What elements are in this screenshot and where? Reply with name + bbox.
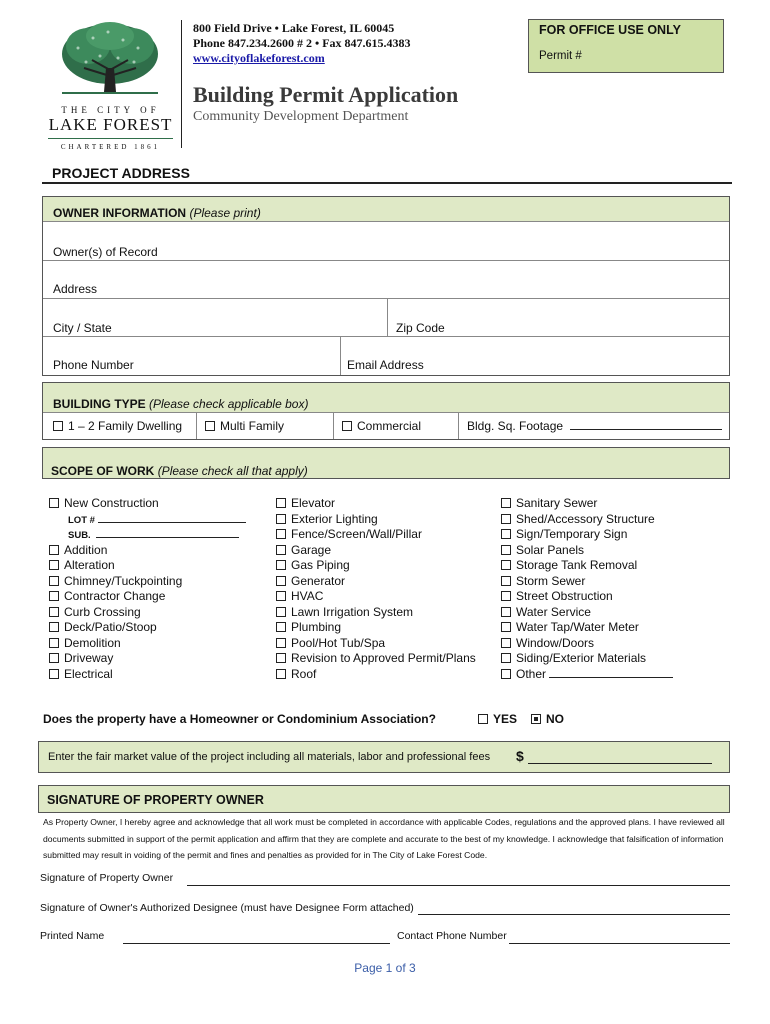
- scope-item-label: Sign/Temporary Sign: [516, 527, 628, 541]
- phone-label: Phone Number: [53, 358, 134, 372]
- email-label: Email Address: [347, 358, 424, 372]
- email-field[interactable]: [341, 336, 729, 375]
- project-address-line[interactable]: [42, 182, 732, 184]
- checkbox-icon[interactable]: [276, 529, 286, 539]
- contact-phone-line[interactable]: [509, 930, 730, 944]
- scope-item[interactable]: [276, 558, 501, 574]
- permit-number-label: Permit #: [539, 50, 582, 62]
- city-state-field[interactable]: [43, 298, 388, 337]
- scope-item[interactable]: [49, 620, 259, 636]
- building-type-option-3[interactable]: [334, 413, 459, 439]
- scope-item[interactable]: [276, 667, 501, 683]
- scope-item-label: Roof: [291, 666, 317, 681]
- checkbox-icon[interactable]: [276, 498, 286, 508]
- checkbox-icon[interactable]: [276, 638, 286, 648]
- scope-item[interactable]: [276, 512, 501, 528]
- phone-field[interactable]: [43, 336, 341, 375]
- currency-symbol: $: [516, 748, 524, 764]
- sq-footage-label: Bldg. Sq. Footage: [467, 419, 564, 433]
- checkbox-icon[interactable]: [501, 498, 511, 508]
- checkbox-icon[interactable]: [501, 545, 511, 555]
- address-field[interactable]: [43, 260, 729, 299]
- scope-item[interactable]: [501, 527, 726, 543]
- scope-heading-text: SCOPE OF WORK: [51, 464, 155, 478]
- checkbox-icon[interactable]: [276, 514, 286, 524]
- office-use-title: FOR OFFICE USE ONLY: [539, 23, 681, 37]
- designee-signature-line[interactable]: [418, 902, 730, 915]
- owner-heading-text: OWNER INFORMATION: [53, 206, 187, 220]
- scope-item[interactable]: [49, 496, 259, 512]
- scope-column-1: [49, 496, 259, 682]
- scope-item-label: Water Service: [516, 604, 591, 619]
- scope-heading: [42, 447, 730, 479]
- scope-item[interactable]: [501, 605, 726, 621]
- market-value-label: Enter the fair market value of the project including all materials, labor and professional fees: [48, 751, 491, 763]
- scope-item-label: HVAC: [291, 589, 324, 603]
- page-number: Page 1 of 3: [354, 961, 416, 975]
- scope-item[interactable]: [49, 558, 259, 574]
- lot-line[interactable]: [98, 512, 246, 523]
- scope-item-label: Driveway: [64, 651, 114, 665]
- sq-footage-field[interactable]: [459, 413, 729, 439]
- signature-statement: As Property Owner, I hereby agree and acknowledge that all work must be completed in accordance with applicable Codes, regulations and the approved plans. I have reviewed all documents submitted in support of the permit application and affirm that they are complete and accurate to the best of my knowledge. I acknowledge that falsification of information submitted may result in voiding of the permit and fines and penalties as provided for in The City of Lake Forest Code.: [43, 817, 725, 860]
- scope-item[interactable]: [276, 543, 501, 559]
- printed-name-field[interactable]: [40, 930, 390, 946]
- owner-info-heading: [43, 197, 729, 222]
- checkbox-icon[interactable]: [49, 591, 59, 601]
- signature-heading: [38, 785, 730, 813]
- city-state-label: City / State: [53, 321, 112, 335]
- option-label: 1 – 2 Family Dwelling: [68, 419, 183, 433]
- designee-signature-label: Signature of Owner's Authorized Designee (must have Designee Form attached): [40, 902, 414, 914]
- scope-item[interactable]: [49, 574, 259, 590]
- scope-item-label: Revision to Approved Permit/Plans: [291, 651, 476, 665]
- designee-signature-field[interactable]: [40, 902, 730, 918]
- printed-name-line[interactable]: [123, 930, 390, 944]
- header-divider: [181, 20, 182, 148]
- scope-item[interactable]: [276, 527, 501, 543]
- owners-of-record-label: Owner(s) of Record: [53, 245, 158, 259]
- owner-signature-field[interactable]: [40, 872, 730, 888]
- checkbox-icon[interactable]: [49, 638, 59, 648]
- address-label: Address: [53, 282, 98, 296]
- option-label: Commercial: [357, 419, 422, 433]
- scope-item-label: Lawn Irrigation System: [291, 604, 414, 619]
- scope-item-label: Electrical: [64, 666, 113, 681]
- checkbox-icon[interactable]: [501, 638, 511, 648]
- building-type-heading-text: BUILDING TYPE: [53, 397, 146, 411]
- scope-item[interactable]: [49, 651, 259, 667]
- lot-label: LOT #: [68, 514, 95, 526]
- owner-signature-label: Signature of Property Owner: [40, 872, 174, 884]
- checkbox-icon[interactable]: [276, 607, 286, 617]
- other-line[interactable]: [549, 667, 673, 678]
- scope-item-label: Exterior Lighting: [291, 511, 378, 526]
- scope-item-label: Water Tap/Water Meter: [516, 620, 639, 634]
- checkbox-icon[interactable]: [49, 498, 59, 508]
- owners-of-record-field[interactable]: [43, 222, 729, 261]
- zip-label: Zip Code: [396, 321, 445, 335]
- scope-item-label: Fence/Screen/Wall/Pillar: [291, 527, 422, 541]
- address-line: 800 Field Drive • Lake Forest, IL 60045: [193, 21, 395, 35]
- scope-item-label: Solar Panels: [516, 542, 585, 557]
- department-name: Community Development Department: [193, 109, 409, 124]
- scope-item-label: Deck/Patio/Stoop: [64, 620, 157, 634]
- scope-item[interactable]: [276, 651, 501, 667]
- association-yes-option[interactable]: [478, 712, 517, 726]
- checkbox-icon[interactable]: [49, 545, 59, 555]
- scope-item-other[interactable]: [501, 667, 726, 683]
- sub-line[interactable]: [96, 527, 239, 538]
- scope-item-label: New Construction: [64, 496, 159, 510]
- scope-item-label: Sanitary Sewer: [516, 496, 598, 510]
- checkbox-icon[interactable]: [501, 669, 511, 679]
- scope-item-label: Window/Doors: [516, 635, 595, 650]
- scope-item-label: Storage Tank Removal: [516, 558, 638, 572]
- scope-item[interactable]: [276, 605, 501, 621]
- scope-item-label: Curb Crossing: [64, 604, 141, 619]
- checkbox-icon[interactable]: [501, 653, 511, 663]
- city-logo: [48, 18, 173, 150]
- building-type-option-2[interactable]: [197, 413, 334, 439]
- sub-field[interactable]: [49, 527, 259, 543]
- association-question: Does the property have a Homeowner or Condominium Association?: [43, 712, 436, 726]
- zip-field[interactable]: [388, 298, 729, 337]
- scope-item-label: Elevator: [291, 496, 336, 510]
- checkbox-icon[interactable]: [49, 607, 59, 617]
- checkbox-icon[interactable]: [501, 591, 511, 601]
- checkbox-icon[interactable]: [501, 529, 511, 539]
- yes-label: YES: [493, 712, 518, 726]
- scope-item[interactable]: [501, 620, 726, 636]
- building-type-heading-note: (Please check applicable box): [149, 397, 309, 411]
- checkbox-icon[interactable]: [49, 653, 59, 663]
- scope-item[interactable]: [501, 574, 726, 590]
- scope-item[interactable]: [501, 512, 726, 528]
- scope-item[interactable]: [276, 620, 501, 636]
- scope-item[interactable]: [501, 496, 726, 512]
- lot-field[interactable]: [49, 512, 259, 528]
- checkbox-icon[interactable]: [49, 576, 59, 586]
- checkbox-icon[interactable]: [276, 560, 286, 570]
- scope-item-label: Other: [516, 666, 547, 681]
- scope-item-label: Chimney/Tuckpointing: [64, 573, 183, 588]
- checkbox-icon[interactable]: [276, 669, 286, 679]
- logo-line1: THE CITY OF: [61, 105, 160, 115]
- association-no-option[interactable]: [531, 712, 564, 726]
- scope-item[interactable]: [49, 543, 259, 559]
- scope-item[interactable]: [501, 651, 726, 667]
- scope-item-label: Alteration: [64, 558, 115, 572]
- printed-name-label: Printed Name: [40, 930, 105, 942]
- logo-line3: CHARTERED 1861: [60, 143, 161, 151]
- phone-line: Phone 847.234.2600 # 2 • Fax 847.615.4383: [193, 36, 411, 50]
- scope-item-label: Gas Piping: [291, 558, 350, 572]
- logo-line2: LAKE FOREST: [48, 115, 173, 139]
- checkbox-icon[interactable]: [276, 653, 286, 663]
- scope-heading-note: (Please check all that apply): [157, 464, 308, 478]
- scope-column-3: [501, 496, 726, 682]
- owner-info-section: [42, 196, 730, 376]
- sq-footage-line[interactable]: [570, 419, 722, 430]
- scope-item-label: Addition: [64, 542, 108, 557]
- scope-item-label: Demolition: [64, 635, 121, 650]
- signature-heading-text: SIGNATURE OF PROPERTY OWNER: [47, 793, 264, 807]
- office-use-box: [528, 19, 724, 73]
- scope-item-label: Garage: [291, 542, 332, 557]
- market-value-section: [38, 741, 730, 773]
- project-address-label: PROJECT ADDRESS: [52, 165, 190, 181]
- owner-signature-line[interactable]: [187, 872, 730, 886]
- scope-column-2: [276, 496, 501, 682]
- checkbox-icon[interactable]: [276, 622, 286, 632]
- checkbox-icon[interactable]: [49, 622, 59, 632]
- scope-item[interactable]: [49, 605, 259, 621]
- checkbox-icon[interactable]: [501, 514, 511, 524]
- scope-item-label: Generator: [291, 573, 346, 588]
- scope-item[interactable]: [276, 496, 501, 512]
- tree-icon: [48, 18, 173, 98]
- scope-item[interactable]: [276, 574, 501, 590]
- checkbox-icon[interactable]: [276, 545, 286, 555]
- market-value-input-line[interactable]: [528, 751, 712, 764]
- scope-item[interactable]: [49, 589, 259, 605]
- scope-item[interactable]: [49, 667, 259, 683]
- page-title: Building Permit Application: [193, 82, 459, 107]
- checkbox-icon[interactable]: [53, 421, 63, 431]
- checkbox-icon[interactable]: [501, 607, 511, 617]
- building-type-section: [42, 382, 730, 440]
- contact-phone-field[interactable]: [397, 930, 730, 946]
- checkbox-icon[interactable]: [205, 421, 215, 431]
- scope-item-label: Storm Sewer: [516, 573, 586, 588]
- checkbox-icon[interactable]: [501, 560, 511, 570]
- checkbox-icon[interactable]: [501, 622, 511, 632]
- no-label: NO: [546, 712, 564, 726]
- checkbox-icon[interactable]: [49, 669, 59, 679]
- contact-phone-label: Contact Phone Number: [397, 930, 507, 942]
- checkbox-icon[interactable]: [49, 560, 59, 570]
- scope-item[interactable]: [501, 558, 726, 574]
- scope-item[interactable]: [276, 636, 501, 652]
- scope-item-label: Contractor Change: [64, 589, 166, 603]
- scope-item[interactable]: [501, 589, 726, 605]
- scope-item[interactable]: [49, 636, 259, 652]
- checkbox-icon[interactable]: [276, 591, 286, 601]
- scope-item[interactable]: [501, 636, 726, 652]
- checkbox-icon[interactable]: [501, 576, 511, 586]
- sub-label: SUB.: [68, 530, 91, 541]
- checkbox-icon[interactable]: [342, 421, 352, 431]
- building-type-heading: [43, 383, 729, 413]
- checked-checkbox-icon[interactable]: [531, 714, 541, 724]
- website-link[interactable]: www.cityoflakeforest.com: [193, 51, 325, 65]
- scope-item-label: Pool/Hot Tub/Spa: [291, 635, 386, 650]
- scope-item-label: Siding/Exterior Materials: [516, 651, 647, 665]
- option-label: Multi Family: [220, 419, 285, 433]
- checkbox-icon[interactable]: [478, 714, 488, 724]
- owner-heading-note: (Please print): [189, 206, 261, 220]
- checkbox-icon[interactable]: [276, 576, 286, 586]
- building-type-option-1[interactable]: [43, 413, 197, 439]
- scope-item-label: Plumbing: [291, 620, 342, 634]
- scope-item-label: Shed/Accessory Structure: [516, 511, 655, 526]
- scope-item[interactable]: [276, 589, 501, 605]
- scope-item-label: Street Obstruction: [516, 589, 613, 603]
- scope-item[interactable]: [501, 543, 726, 559]
